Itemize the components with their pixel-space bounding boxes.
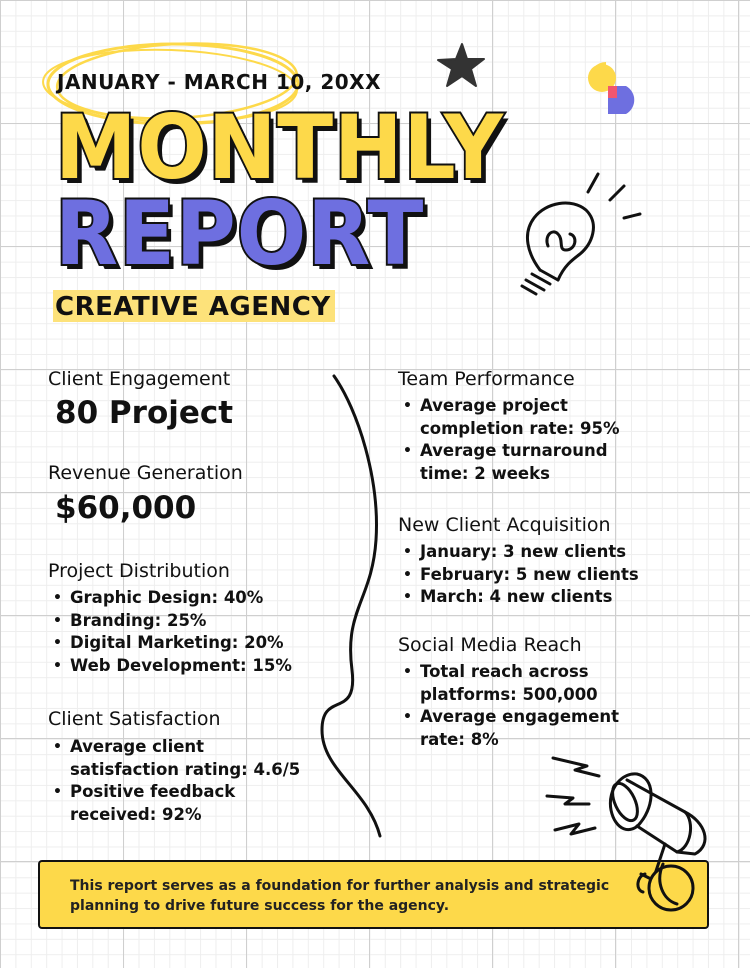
list-item: • Branding: 25% [48, 610, 292, 633]
list-item: • February: 5 new clients [398, 564, 639, 587]
list-item: • Average project [398, 395, 620, 418]
lightbulb-icon [500, 162, 650, 302]
list-item-continuation [398, 418, 620, 441]
list-item: • Average client [48, 736, 300, 759]
list-item-continuation [398, 684, 619, 707]
social-media-reach-list [398, 661, 619, 751]
list-item: • Positive feedback [48, 781, 300, 804]
list-item: • Average turnaround [398, 440, 620, 463]
subtitle-creative-agency: CREATIVE AGENCY [53, 290, 335, 322]
team-performance-list [398, 395, 620, 485]
list-item-text: satisfaction rating: 4.6/5 [70, 759, 301, 779]
list-item-text: received: 92% [70, 804, 202, 824]
list-item-continuation [398, 729, 619, 752]
title-report: REPORT [55, 182, 425, 285]
revenue-generation-value: $60,000 [55, 490, 197, 526]
list-item: • March: 4 new clients [398, 586, 639, 609]
star-icon [436, 42, 486, 90]
revenue-generation-label: Revenue Generation [48, 462, 243, 484]
new-client-acquisition-label: New Client Acquisition [398, 514, 611, 536]
list-item: • Average engagement [398, 706, 619, 729]
report-date: JANUARY - MARCH 10, 20XX [57, 70, 382, 94]
project-distribution-list [48, 587, 292, 677]
list-item: • January: 3 new clients [398, 541, 639, 564]
list-item-continuation [398, 463, 620, 486]
client-satisfaction-list [48, 736, 300, 826]
list-item: • Graphic Design: 40% [48, 587, 292, 610]
client-engagement-label: Client Engagement [48, 368, 231, 390]
logo-icon [586, 58, 646, 116]
social-media-reach-label: Social Media Reach [398, 634, 582, 656]
divider-squiggle-icon [318, 370, 390, 840]
list-item-continuation [48, 759, 300, 782]
list-item: • Digital Marketing: 20% [48, 632, 292, 655]
list-item-text: platforms: 500,000 [420, 684, 598, 704]
new-client-acquisition-list [398, 541, 639, 609]
title-monthly: MONTHLY [55, 96, 505, 199]
list-item-text: completion rate: 95% [420, 418, 620, 438]
client-engagement-value: 80 Project [55, 395, 234, 431]
project-distribution-label: Project Distribution [48, 560, 230, 582]
client-satisfaction-label: Client Satisfaction [48, 708, 221, 730]
list-item-text: rate: 8% [420, 729, 499, 749]
team-performance-label: Team Performance [398, 368, 575, 390]
list-item-text: time: 2 weeks [420, 463, 550, 483]
footer-text: This report serves as a foundation for further analysis and strategic planning to drive future success for the agency. [70, 878, 610, 914]
list-item: • Web Development: 15% [48, 655, 292, 678]
megaphone-icon [545, 752, 745, 922]
list-item: • Total reach across [398, 661, 619, 684]
list-item-continuation [48, 804, 300, 827]
